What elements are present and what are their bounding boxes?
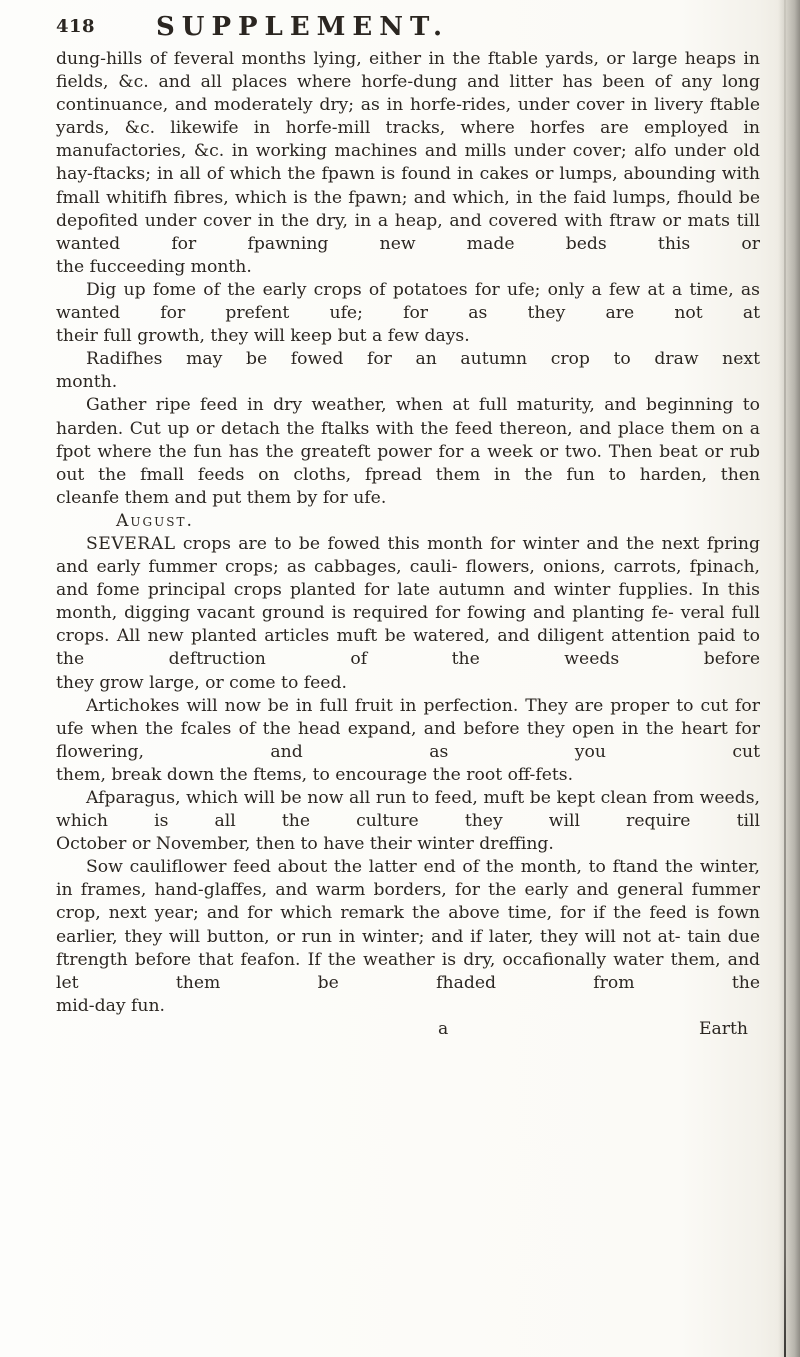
page-header bbox=[56, 12, 756, 46]
paragraph-asparagus-end: October or November, then to have their winter dreffing. bbox=[56, 834, 554, 855]
paragraph-seed-end: cleanfe them and put them by for ufe. bbox=[56, 487, 387, 508]
paragraph-cauliflower-end: mid-day fun. bbox=[56, 995, 165, 1016]
paragraph-cauliflower: Sow cauliflower feed about the latter end of the month, to ftand the winter, in frames, hand-glaffes, and warm borders, for the early and general fummer crop, next year; and for which remark the above time, for if the feed is fown earlier, they will button, or run in winter; and if later, they will not at- tain due ftrength before that feafon. If the weather is dry, occafionally water them, and let them be fhaded from the bbox=[56, 857, 761, 993]
paragraph-radishes-end: month. bbox=[56, 372, 118, 393]
paragraph-several-crops: SEVERAL crops are to be fowed this month for winter and the next fpring and early fummer crops; as cabbages, cauli- flowers, onions, carrots, fpinach, and fome principal crops planted for late autumn and winter fupplies. In this month, digging vacant ground is required for fowing and planting fe- veral full crops. All new planted articles muft be watered, and diligent attention paid to the deftruction of the weeds before bbox=[56, 533, 760, 670]
paragraph-potatoes: Dig up fome of the early crops of potatoes for ufe; only a few at a time, as wanted for prefent ufe; for as they are not at bbox=[56, 279, 761, 324]
month-heading: August. bbox=[116, 510, 194, 531]
page-edge-line bbox=[784, 0, 786, 1357]
page-number: 418 bbox=[56, 16, 96, 37]
paragraph-spawn: dung-hills of feveral months lying, either in the ftable yards, or large heaps in fields, &c. and all places where horfe-dung and litter has been of any long continuance, and moderately dry; as in horfe-rides, under cover in livery ftable yards, &c. likewife in horfe-mill tracks, where horfes are employed in manufactories, &c. in working machines and mills under cover; alfo under old hay-ftacks; in all of which the fpawn is found in cakes or lumps, abounding with fmall whitifh fibres, which is the fpawn; and which, in the faid lumps, fhould be depofited under cover in the dry, in a heap, and covered with ftraw or mats till wanted for fpawning new made beds this or bbox=[56, 49, 761, 254]
paragraph-artichokes: Artichokes will now be in full fruit in perfection. They are proper to cut for ufe when the fcales of the head expand, and before they open in the heart for flowering, and as you cut bbox=[56, 695, 760, 762]
paragraph-asparagus: Afparagus, which will be now all run to feed, muft be kept clean from weeds, which is all the culture they will require till bbox=[56, 788, 760, 832]
body-text bbox=[56, 48, 760, 1042]
paragraph-spawn-end: the fucceeding month. bbox=[56, 256, 252, 277]
binding-shadow bbox=[778, 0, 800, 1357]
paragraph-artichokes-end: them, break down the ftems, to encourage the root off-fets. bbox=[56, 764, 574, 785]
paragraph-radishes: Radifhes may be fowed for an autumn crop to draw next bbox=[86, 349, 760, 370]
signature-mark: a bbox=[438, 1018, 449, 1039]
paragraph-several-crops-end: they grow large, or come to feed. bbox=[56, 672, 347, 693]
catchword: Earth bbox=[699, 1018, 748, 1039]
paragraph-potatoes-end: their full growth, they will keep but a few days. bbox=[56, 326, 470, 347]
paragraph-seed: Gather ripe feed in dry weather, when at full maturity, and beginning to harden. Cut up or detach the ftalks with the feed thereon, and place them on a fpot where the fun has the greateft power for a week or two. Then beat or rub out the fmall feeds on cloths, fpread them in the fun to harden, then bbox=[56, 395, 761, 485]
page-footer bbox=[56, 1018, 760, 1042]
running-head: SUPPLEMENT. bbox=[156, 12, 450, 42]
lead-word: SEVERAL bbox=[86, 533, 176, 554]
